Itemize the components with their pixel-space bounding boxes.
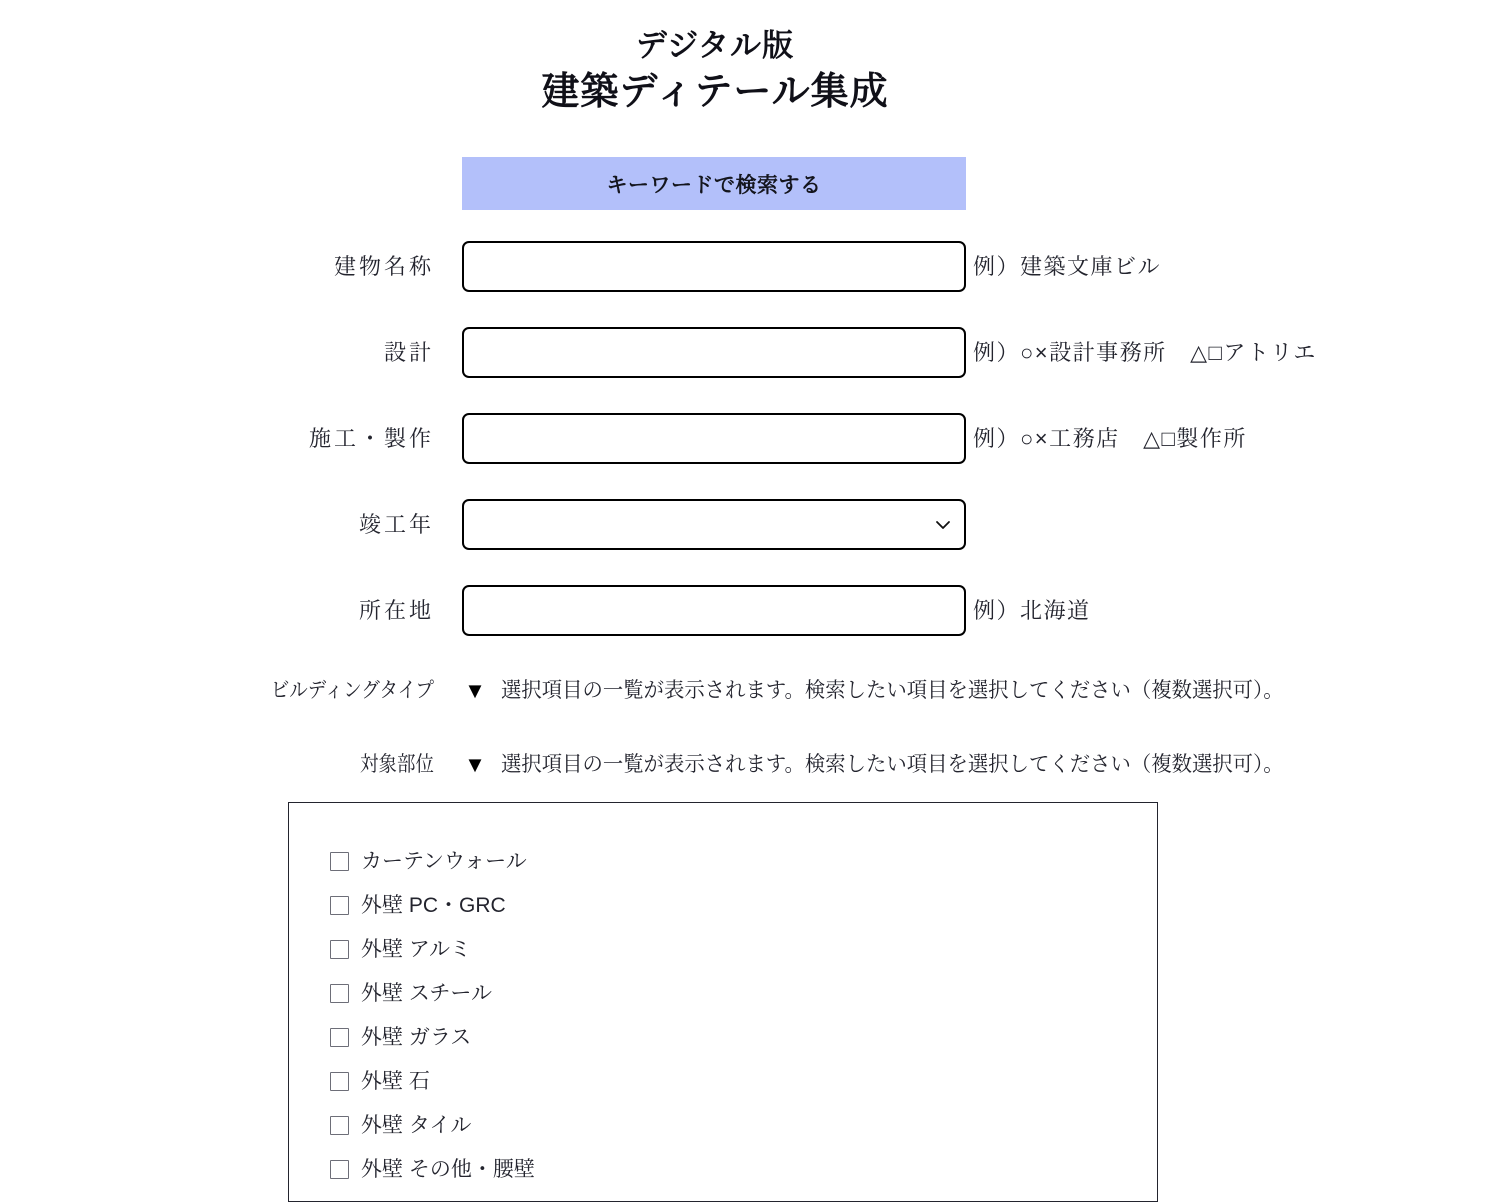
expand-row-building-type[interactable] <box>0 671 1488 711</box>
location-input[interactable] <box>462 585 966 636</box>
completion-year-select-wrap <box>462 499 966 550</box>
triangle-down-icon[interactable]: ▼ <box>464 752 486 777</box>
control-location <box>462 585 966 636</box>
checkbox-item-label: 外壁 アルミ <box>361 937 471 961</box>
label-design: 設計 <box>383 340 434 365</box>
checkbox-item[interactable] <box>330 1023 1157 1051</box>
search-form <box>0 241 1488 819</box>
label-building-name: 建物名称 <box>333 254 434 279</box>
construction-input[interactable] <box>462 413 966 464</box>
target-part-options-panel <box>288 802 1158 1202</box>
form-row-completion-year <box>0 499 1488 550</box>
form-row-building-name <box>0 241 1488 292</box>
checkbox-box-icon[interactable] <box>330 1028 349 1047</box>
note-target-part: 選択項目の一覧が表示されます。検索したい項目を選択してください（複数選択可）。 <box>501 753 1284 776</box>
form-row-design <box>0 327 1488 378</box>
checkbox-item[interactable] <box>330 1111 1157 1139</box>
checkbox-item[interactable] <box>330 979 1157 1007</box>
checkbox-item[interactable] <box>330 891 1157 919</box>
checkbox-item[interactable] <box>330 935 1157 963</box>
checkbox-item[interactable] <box>330 1155 1157 1183</box>
hint-location: 例）北海道 <box>973 598 1091 623</box>
keyword-search-button[interactable] <box>462 157 966 210</box>
checkbox-box-icon[interactable] <box>330 1160 349 1179</box>
label-target-part: 対象部位 <box>360 753 434 776</box>
label-building-type: ビルディングタイプ <box>270 679 434 702</box>
checkbox-item-label: 外壁 その他・腰壁 <box>361 1157 535 1181</box>
form-row-construction <box>0 413 1488 464</box>
checkbox-box-icon[interactable] <box>330 896 349 915</box>
checkbox-item[interactable] <box>330 1067 1157 1095</box>
hint-construction: 例）○×工務店 △□製作所 <box>973 426 1247 451</box>
note-building-type: 選択項目の一覧が表示されます。検索したい項目を選択してください（複数選択可）。 <box>501 679 1284 702</box>
target-part-checkbox-list <box>289 803 1157 1183</box>
label-location: 所在地 <box>358 598 434 623</box>
triangle-down-icon[interactable]: ▼ <box>464 678 486 703</box>
checkbox-item-label: カーテンウォール <box>361 849 527 873</box>
checkbox-item-label: 外壁 PC・GRC <box>361 893 506 917</box>
label-construction: 施工・製作 <box>308 426 434 451</box>
checkbox-item-label: 外壁 石 <box>361 1069 430 1093</box>
checkbox-box-icon[interactable] <box>330 1072 349 1091</box>
checkbox-item-label: 外壁 タイル <box>361 1113 472 1137</box>
checkbox-box-icon[interactable] <box>330 984 349 1003</box>
control-building-name <box>462 241 966 292</box>
control-completion-year <box>462 499 966 550</box>
expand-row-target-part[interactable] <box>0 745 1488 785</box>
building-name-input[interactable] <box>462 241 966 292</box>
form-row-location <box>0 585 1488 636</box>
hint-building-name: 例）建築文庫ビル <box>973 254 1162 279</box>
page-title <box>0 26 1430 117</box>
page-title-line-2: 建築ディテール集成 <box>541 70 889 113</box>
page-title-line-1: デジタル版 <box>635 28 795 63</box>
control-design <box>462 327 966 378</box>
label-completion-year: 竣工年 <box>358 512 434 537</box>
checkbox-box-icon[interactable] <box>330 1116 349 1135</box>
hint-design: 例）○×設計事務所 △□アトリエ <box>973 340 1317 365</box>
checkbox-item[interactable] <box>330 847 1157 875</box>
checkbox-box-icon[interactable] <box>330 940 349 959</box>
control-construction <box>462 413 966 464</box>
completion-year-select[interactable] <box>462 499 966 550</box>
checkbox-box-icon[interactable] <box>330 852 349 871</box>
checkbox-item-label: 外壁 ガラス <box>361 1025 472 1049</box>
design-input[interactable] <box>462 327 966 378</box>
keyword-search-label: キーワードで検索する <box>606 173 822 197</box>
checkbox-item-label: 外壁 スチール <box>361 981 492 1005</box>
